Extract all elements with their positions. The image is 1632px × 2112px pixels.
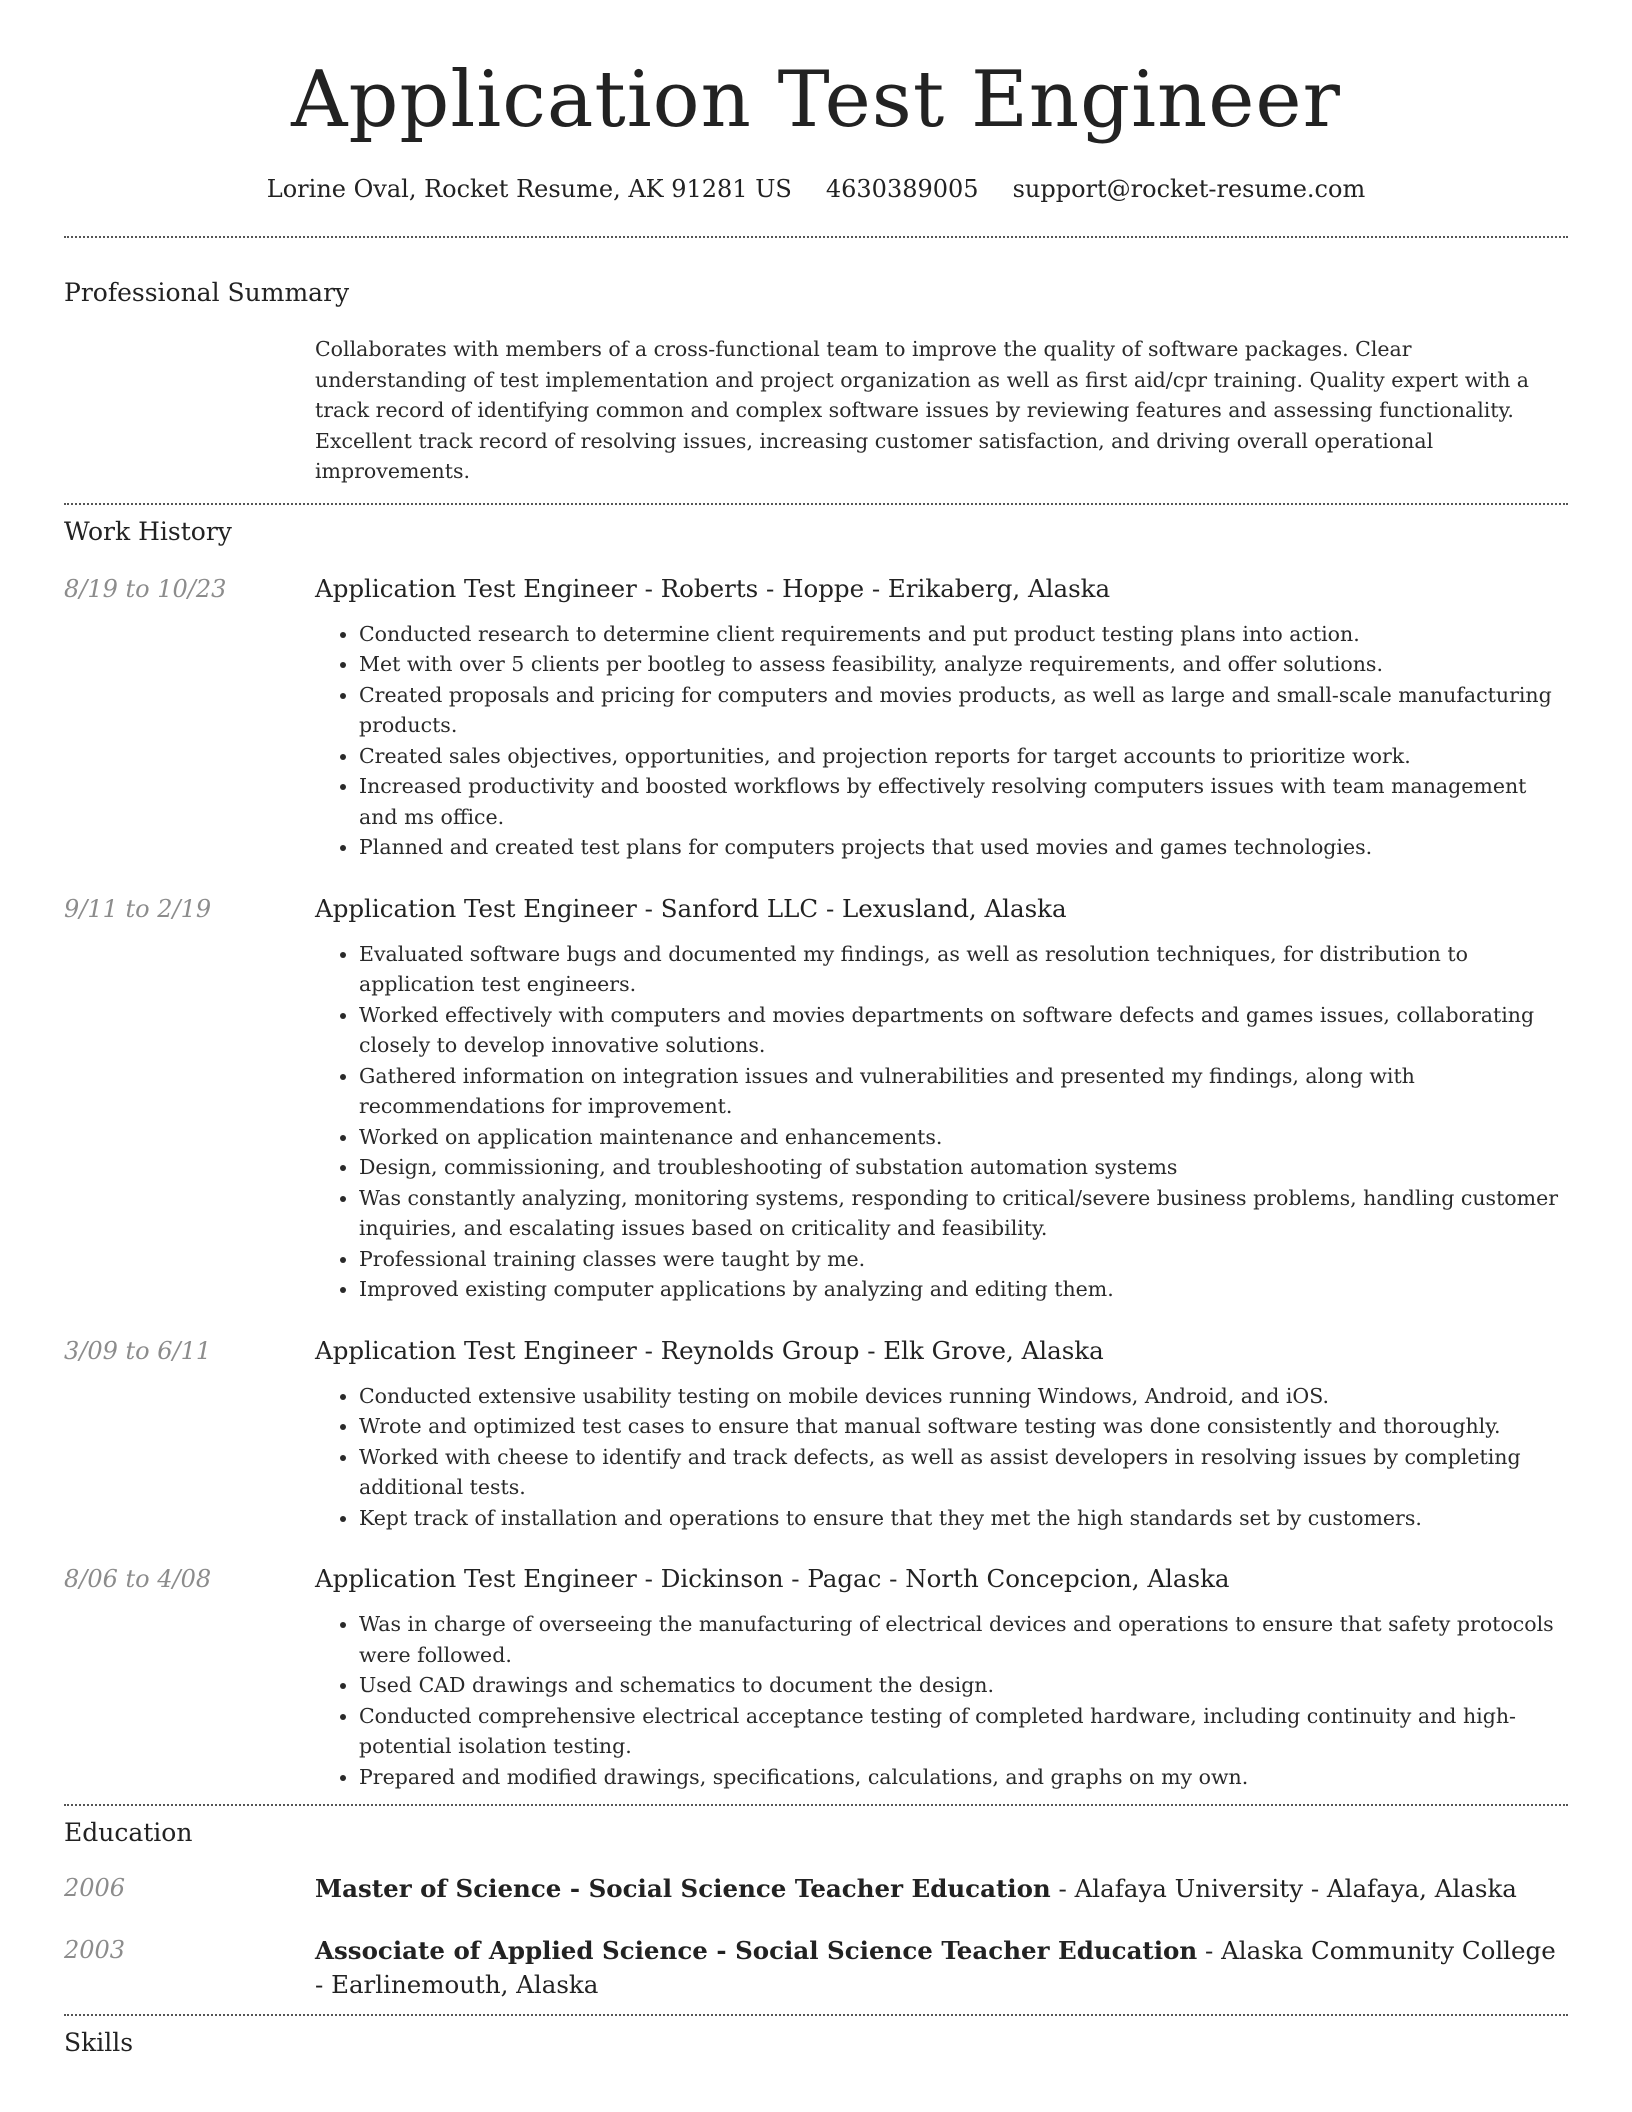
degree-school: - Alaska Community College - Earlinemouth, Alaska xyxy=(315,1936,1556,1999)
skills-heading: Skills xyxy=(64,2028,134,2057)
job-bullet: • Conducted research to determine client requirements and put product testing plans into action. xyxy=(359,619,1568,650)
summary-section xyxy=(64,238,1568,503)
education-section xyxy=(64,1806,1568,2014)
job-bullet: • Conducted comprehensive electrical acceptance testing of completed hardware, including continuity and high-potential isolation testing. xyxy=(359,1701,1568,1762)
education-entry xyxy=(64,1872,1568,1906)
job-bullet: • Created sales objectives, opportunities, and projection reports for target accounts to prioritize work. xyxy=(359,741,1568,772)
education-year: 2006 xyxy=(64,1874,126,1902)
resume-title: Application Test Engineer xyxy=(291,55,1341,145)
job-bullets xyxy=(315,1609,1568,1792)
job-bullet: • Conducted extensive usability testing on mobile devices running Windows, Android, and iOS. xyxy=(359,1381,1568,1412)
contact-phone: 4630389005 xyxy=(825,175,979,203)
job-body xyxy=(315,893,1568,1305)
job-bullet: • Was constantly analyzing, monitoring systems, responding to critical/severe business problems, handling customer inquiries, and escalating issues based on criticality and feasibility. xyxy=(359,1183,1568,1244)
contact-address: Lorine Oval, Rocket Resume, AK 91281 US xyxy=(266,175,792,203)
job-bullet: • Planned and created test plans for computers projects that used movies and games technologies. xyxy=(359,832,1568,863)
skills-section xyxy=(64,2016,1568,2058)
job-bullet: • Prepared and modified drawings, specifications, calculations, and graphs on my own. xyxy=(359,1762,1568,1793)
job-bullet: • Evaluated software bugs and documented my findings, as well as resolution techniques, for distribution to application test engineers. xyxy=(359,939,1568,1000)
job-bullet: • Met with over 5 clients per bootleg to assess feasibility, analyze requirements, and offer solutions. xyxy=(359,649,1568,680)
education-detail xyxy=(315,1872,1568,1906)
job-bullet: • Was in charge of overseeing the manufacturing of electrical devices and operations to ensure that safety protocols were followed. xyxy=(359,1609,1568,1670)
job-entry xyxy=(64,893,1568,1305)
job-bullets xyxy=(315,1381,1568,1534)
job-bullet: • Increased productivity and boosted workflows by effectively resolving computers issues with team management and ms office. xyxy=(359,771,1568,832)
job-entry xyxy=(64,1335,1568,1534)
job-dates: 3/09 to 6/11 xyxy=(64,1336,212,1365)
job-bullet: • Used CAD drawings and schematics to document the design. xyxy=(359,1670,1568,1701)
education-year: 2003 xyxy=(64,1936,126,1964)
degree-name: Associate of Applied Science - Social Science Teacher Education xyxy=(315,1936,1198,1965)
job-title: Application Test Engineer - Reynolds Group - Elk Grove, Alaska xyxy=(315,1335,1104,1365)
job-bullet: • Design, commissioning, and troubleshooting of substation automation systems xyxy=(359,1152,1568,1183)
job-entry xyxy=(64,573,1568,863)
job-dates: 9/11 to 2/19 xyxy=(64,894,212,923)
contact-email: support@rocket-resume.com xyxy=(1012,175,1366,203)
job-body xyxy=(315,573,1568,863)
job-title: Application Test Engineer - Dickinson - Pagac - North Concepcion, Alaska xyxy=(315,1564,1230,1593)
job-bullet: • Created proposals and pricing for computers and movies products, as well as large and small-scale manufacturing products. xyxy=(359,680,1568,741)
resume-content xyxy=(64,236,1568,2058)
summary-text: Collaborates with members of a cross-functional team to improve the quality of software packages. Clear understanding of test implementation and project organization as well as first aid/cpr training. Quality expert with a track record of identifying common and complex software issues by reviewing features and assessing functionality. Excellent track record of resolving issues, increasing customer satisfaction, and driving overall operational improvements. xyxy=(315,337,1530,483)
job-bullet: • Worked with cheese to identify and track defects, as well as assist developers in resolving issues by completing additional tests. xyxy=(359,1442,1568,1503)
degree-name: Master of Science - Social Science Teacher Education xyxy=(315,1874,1051,1903)
job-bullet: • Kept track of installation and operations to ensure that they met the high standards set by customers. xyxy=(359,1503,1568,1534)
job-dates: 8/19 to 10/23 xyxy=(64,574,227,603)
job-bullets xyxy=(315,939,1568,1305)
education-detail xyxy=(315,1934,1568,2002)
job-bullet: • Worked on application maintenance and enhancements. xyxy=(359,1122,1568,1153)
job-bullet: • Improved existing computer applications by analyzing and editing them. xyxy=(359,1274,1568,1305)
work-history-heading: Work History xyxy=(64,516,232,546)
education-entry xyxy=(64,1934,1568,2002)
degree-school: - Alafaya University - Alafaya, Alaska xyxy=(1050,1874,1517,1903)
education-heading: Education xyxy=(64,1818,193,1847)
resume-header xyxy=(0,0,1632,204)
job-title: Application Test Engineer - Roberts - Hoppe - Erikaberg, Alaska xyxy=(315,573,1111,603)
job-dates: 8/06 to 4/08 xyxy=(64,1565,212,1593)
job-title: Application Test Engineer - Sanford LLC - Lexusland, Alaska xyxy=(315,893,1067,923)
job-bullet: • Professional training classes were taught by me. xyxy=(359,1244,1568,1275)
work-history-section xyxy=(64,505,1568,1805)
job-body xyxy=(315,1335,1568,1534)
job-body xyxy=(315,1563,1568,1792)
job-bullets xyxy=(315,619,1568,863)
summary-heading: Professional Summary xyxy=(64,278,350,307)
job-bullet: • Worked effectively with computers and movies departments on software defects and games issues, collaborating closely to develop innovative solutions. xyxy=(359,1000,1568,1061)
contact-line xyxy=(0,174,1632,204)
job-entry xyxy=(64,1563,1568,1792)
job-bullet: • Wrote and optimized test cases to ensure that manual software testing was done consistently and thoroughly. xyxy=(359,1411,1568,1442)
job-bullet: • Gathered information on integration issues and vulnerabilities and presented my findings, along with recommendations for improvement. xyxy=(359,1061,1568,1122)
